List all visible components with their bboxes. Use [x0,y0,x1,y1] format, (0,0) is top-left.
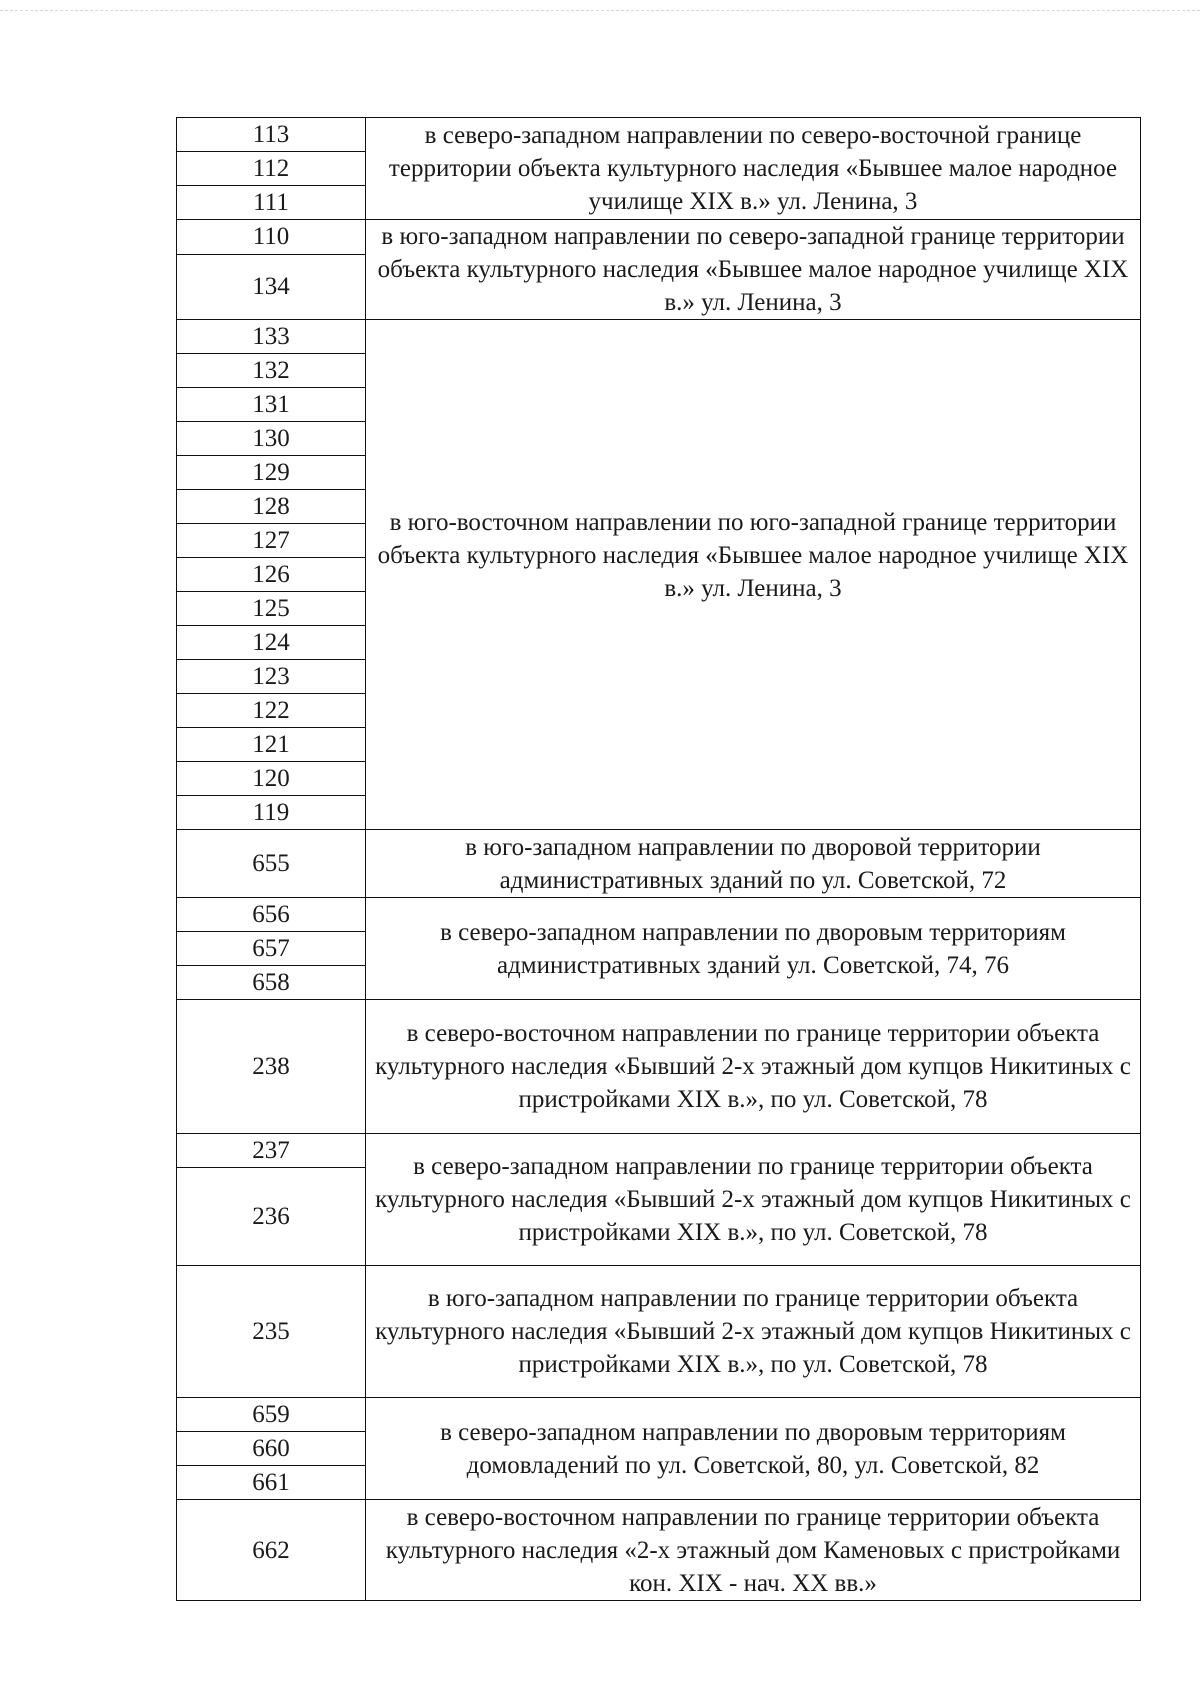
point-number: 127 [177,524,366,558]
table-row [177,830,1141,898]
point-number: 129 [177,456,366,490]
direction-description: в северо-восточном направлении по границе территории объекта культурного наследия «2-х этажный дом Каменовых с пристройками кон. XIX - нач. XX вв.» [366,1500,1141,1601]
point-number: 113 [177,118,366,152]
direction-description: в юго-западном направлении по северо-западной границе территории объекта культурного наследия «Бывшее малое народное училище XIX в.» ул. Ленина, 3 [366,220,1141,320]
table-row [177,898,1141,932]
point-number: 657 [177,932,366,966]
point-number: 112 [177,152,366,186]
point-number: 662 [177,1500,366,1601]
point-number: 110 [177,220,366,255]
scan-edge-line [0,10,1200,11]
direction-description: в северо-западном направлении по границе территории объекта культурного наследия «Бывший 2-х этажный дом купцов Никитиных с пристройками XIX в.», по ул. Советской, 78 [366,1134,1141,1266]
table-row [177,220,1141,255]
point-number: 121 [177,728,366,762]
point-number: 132 [177,354,366,388]
point-number: 125 [177,592,366,626]
point-number: 119 [177,796,366,830]
point-number: 111 [177,186,366,220]
point-number: 131 [177,388,366,422]
point-number: 130 [177,422,366,456]
boundary-points-table [176,117,1141,1601]
table-row [177,118,1141,152]
point-number: 238 [177,1000,366,1134]
direction-description: в северо-западном направлении по дворовым территориям административных зданий ул. Советской, 74, 76 [366,898,1141,1000]
direction-description: в юго-западном направлении по границе территории объекта культурного наследия «Бывший 2-х этажный дом купцов Никитиных с пристройками XIX в.», по ул. Советской, 78 [366,1266,1141,1398]
point-number: 236 [177,1168,366,1266]
point-number: 656 [177,898,366,932]
point-number: 126 [177,558,366,592]
table-row [177,320,1141,354]
point-number: 655 [177,830,366,898]
point-number: 120 [177,762,366,796]
point-number: 122 [177,694,366,728]
table-row [177,1134,1141,1168]
direction-description: в северо-западном направлении по дворовым территориям домовладений по ул. Советской, 80, ул. Советской, 82 [366,1398,1141,1500]
point-number: 123 [177,660,366,694]
point-number: 133 [177,320,366,354]
direction-description: в юго-западном направлении по дворовой территории административных зданий по ул. Советской, 72 [366,830,1141,898]
point-number: 128 [177,490,366,524]
direction-description: в северо-западном направлении по северо-восточной границе территории объекта культурного наследия «Бывшее малое народное училище XIX в.» ул. Ленина, 3 [366,118,1141,220]
point-number: 134 [177,254,366,319]
point-number: 660 [177,1432,366,1466]
point-number: 237 [177,1134,366,1168]
table-row [177,1266,1141,1398]
table-row [177,1500,1141,1601]
point-number: 661 [177,1466,366,1500]
point-number: 659 [177,1398,366,1432]
point-number: 658 [177,966,366,1000]
point-number: 124 [177,626,366,660]
point-number: 235 [177,1266,366,1398]
direction-description: в северо-восточном направлении по границе территории объекта культурного наследия «Бывший 2-х этажный дом купцов Никитиных с пристройками XIX в.», по ул. Советской, 78 [366,1000,1141,1134]
table-row [177,1000,1141,1134]
table-row [177,1398,1141,1432]
direction-description: в юго-восточном направлении по юго-западной границе территории объекта культурного наследия «Бывшее малое народное училище XIX в.» ул. Ленина, 3 [366,320,1141,830]
